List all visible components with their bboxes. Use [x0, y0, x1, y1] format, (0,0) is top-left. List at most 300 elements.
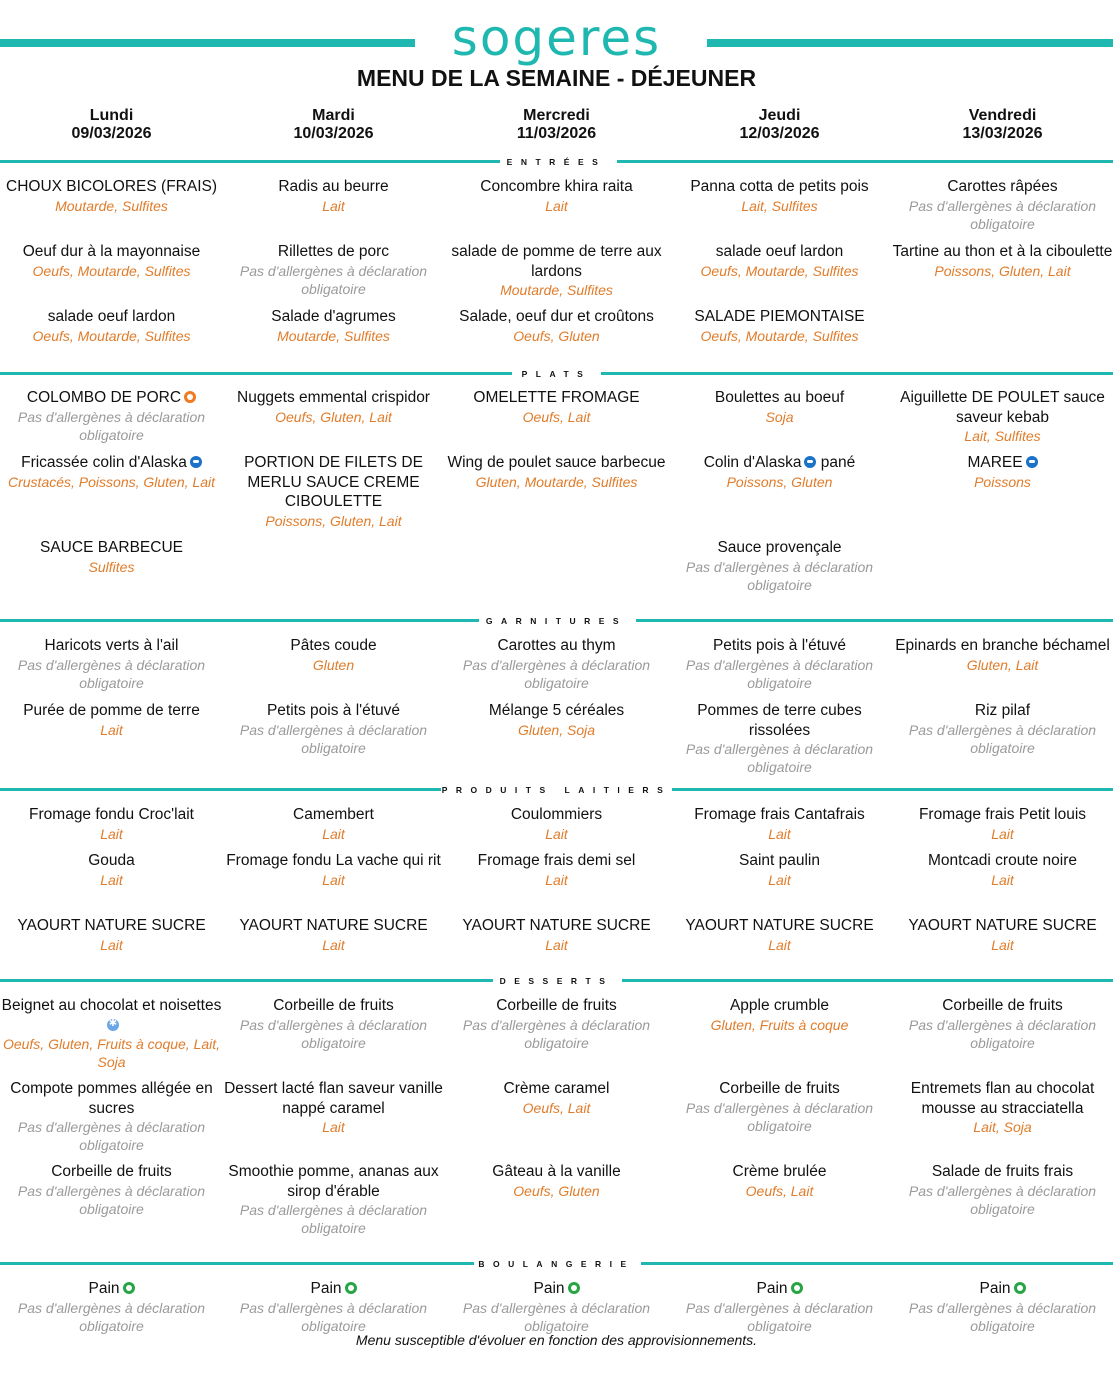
dish-name-text: Petits pois à l'étuvé: [712, 637, 847, 654]
menu-item: [0, 996, 223, 1071]
allergens: Lait, Soja: [973, 1119, 1032, 1135]
green-label-icon: [1014, 1282, 1026, 1294]
menu-item: [668, 1279, 891, 1335]
dish-name: [0, 242, 223, 262]
allergens: Lait: [100, 721, 123, 738]
dish-name-text: Radis au beurre: [278, 178, 389, 195]
dish-name: [668, 538, 891, 558]
dish-name: [668, 453, 891, 473]
dish-name: [445, 1279, 668, 1299]
dish-name-text: Pain: [310, 1280, 342, 1297]
dish-name-text: Pain: [756, 1280, 788, 1297]
dish-name-text: Pâtes coude: [290, 637, 377, 654]
dish-name: [445, 388, 668, 408]
dish-name-text: CHOUX BICOLORES (FRAIS): [6, 178, 217, 195]
dish-name: [0, 177, 223, 197]
menu-item: [0, 636, 223, 692]
dish-name: [891, 1079, 1113, 1118]
allergens: Poissons, Gluten, Lait: [265, 512, 402, 529]
allergens: Poissons, Gluten, Lait: [934, 262, 1071, 279]
day-header-jeudi: [668, 107, 891, 143]
dish-name-text: salade oeuf lardon: [47, 308, 176, 325]
dish-name-text: Pommes de terre cubes rissolées: [697, 702, 862, 739]
dish-name-text: Petits pois à l'étuvé: [266, 702, 401, 719]
section-label: ENTRÉES: [506, 157, 607, 167]
dish-name: [222, 701, 445, 721]
day-name: Jeudi: [758, 107, 801, 124]
dish-name: [222, 996, 445, 1016]
menu-item: [222, 851, 445, 889]
menu-item: [445, 307, 668, 345]
allergens: Oeufs, Gluten, Lait: [275, 408, 392, 425]
dish-name: [0, 916, 223, 936]
menu-item: [222, 242, 445, 298]
dish-name-text: Corbeille de fruits: [273, 997, 394, 1014]
allergens: Lait: [768, 936, 791, 953]
dish-name: [445, 453, 668, 473]
dish-name-text: Compote pommes allégée en sucres: [10, 1080, 213, 1117]
menu-item: [222, 701, 445, 757]
menu-item: [668, 388, 891, 426]
day-date: 12/03/2026: [739, 125, 820, 142]
day-date: 10/03/2026: [293, 125, 374, 142]
allergens: Lait: [100, 825, 123, 842]
dish-name-text: Crème brulée: [732, 1163, 827, 1180]
sogeres-logo: sogeres: [451, 9, 662, 67]
dish-name-text: Sauce provençale: [717, 539, 842, 556]
dish-name-text: Fromage fondu Croc'lait: [29, 806, 194, 823]
section-label: DESSERTS: [499, 976, 614, 986]
allergens: Lait: [545, 871, 568, 888]
allergens: Poissons: [974, 473, 1031, 490]
menu-item: [668, 538, 891, 594]
dish-name: [0, 1162, 223, 1182]
dish-name-text: Corbeille de fruits: [51, 1163, 172, 1180]
dish-name-text: Pain: [88, 1280, 120, 1297]
dish-name-text: Purée de pomme de terre: [23, 702, 200, 719]
menu-item: [0, 177, 223, 215]
green-label-icon: [123, 1282, 135, 1294]
allergens: Oeufs, Lait: [522, 408, 591, 425]
dish-name-text: Montcadi croute noire: [927, 852, 1078, 869]
dish-name-text: Salade de fruits frais: [931, 1163, 1074, 1180]
dish-name-text: Fromage frais Cantafrais: [694, 806, 865, 823]
menu-item: [0, 805, 223, 843]
blue-fish-icon: [1026, 456, 1038, 468]
dish-name: [668, 851, 891, 871]
dish-name-text: Corbeille de fruits: [719, 1080, 840, 1097]
dish-name-text: Riz pilaf: [974, 702, 1031, 719]
footer-note: Menu susceptible d'évoluer en fonction des approvisionnements.: [355, 1332, 758, 1348]
dish-name-text: OMELETTE FROMAGE: [473, 389, 640, 406]
dish-name: [668, 636, 891, 656]
section-header-entrees: [0, 155, 1113, 169]
allergens: Pas d'allergènes à déclaration obligatoire: [17, 656, 206, 691]
dish-name: [445, 177, 668, 197]
dish-name-text: YAOURT NATURE SUCRE: [17, 917, 206, 934]
dish-name: [445, 851, 668, 871]
allergens: Moutarde, Sulfites: [500, 282, 613, 298]
allergens: Lait, Sulfites: [741, 197, 818, 214]
menu-item: [891, 851, 1113, 889]
menu-item: [222, 388, 445, 426]
allergens: Lait: [545, 197, 568, 214]
menu-item: [891, 636, 1113, 674]
menu-item: [0, 1162, 223, 1218]
dish-name-text: Panna cotta de petits pois: [690, 178, 869, 195]
green-label-icon: [345, 1282, 357, 1294]
dish-name: [668, 1279, 891, 1299]
menu-item: [891, 453, 1113, 491]
section-header-desserts: [0, 974, 1113, 988]
dish-name-text: Beignet au chocolat et noisettes: [1, 997, 222, 1014]
dish-name-text: Tartine au thon et à la ciboulette: [892, 243, 1113, 260]
menu-item: [891, 916, 1113, 954]
dish-name: [891, 636, 1113, 656]
allergens: Lait: [768, 825, 791, 842]
allergens: Lait: [545, 825, 568, 842]
dish-name: [891, 1162, 1113, 1182]
allergens: Pas d'allergènes à déclaration obligatoire: [462, 656, 651, 691]
dish-name: [0, 453, 223, 473]
dish-name-text: Camembert: [293, 806, 374, 823]
dish-name-text: MAREE: [967, 454, 1023, 471]
dish-name: [0, 1279, 223, 1299]
section-label: PLATS: [521, 369, 592, 379]
menu-item: [891, 388, 1113, 445]
allergens: Oeufs, Moutarde, Sulfites: [32, 262, 191, 279]
dish-name: [222, 916, 445, 936]
dish-name-text: YAOURT NATURE SUCRE: [908, 917, 1097, 934]
dish-name: [445, 916, 668, 936]
allergens: Pas d'allergènes à déclaration obligatoire: [908, 1182, 1097, 1217]
menu-item: [668, 307, 891, 345]
dish-name: [0, 388, 223, 408]
dish-name: [445, 307, 668, 327]
allergens: Pas d'allergènes à déclaration obligatoire: [908, 1299, 1097, 1334]
menu-item: [668, 1079, 891, 1135]
dish-name-text: Rillettes de porc: [277, 243, 390, 260]
menu-item: [222, 636, 445, 674]
menu-item: [891, 805, 1113, 843]
day-name: Mardi: [312, 107, 355, 124]
dish-name-text: Dessert lacté flan saveur vanille nappé caramel: [224, 1080, 443, 1117]
day-date: 11/03/2026: [516, 125, 597, 142]
menu-item: [222, 453, 445, 530]
section-header-laitiers: [0, 783, 1113, 797]
dish-name-text: Concombre khira raita: [480, 178, 633, 195]
allergens: Gluten: [312, 656, 355, 673]
menu-item: [222, 996, 445, 1052]
menu-item: [445, 1079, 668, 1117]
allergens: Oeufs, Lait: [745, 1182, 814, 1199]
green-label-icon: [568, 1282, 580, 1294]
dish-name: [222, 453, 445, 512]
menu-item: [891, 996, 1113, 1052]
dish-name-text: Corbeille de fruits: [496, 997, 617, 1014]
dish-name: [891, 916, 1113, 936]
menu-item: [445, 916, 668, 954]
allergens: Pas d'allergènes à déclaration obligatoire: [239, 1202, 428, 1236]
menu-item: [445, 242, 668, 299]
menu-item: [668, 851, 891, 889]
allergens: Pas d'allergènes à déclaration obligatoire: [462, 1299, 651, 1334]
menu-item: [668, 701, 891, 776]
menu-item: [445, 805, 668, 843]
dish-name-text: Smoothie pomme, ananas aux sirop d'érable: [228, 1163, 439, 1200]
allergens: Pas d'allergènes à déclaration obligatoire: [685, 1299, 874, 1334]
dish-name-text: salade de pomme de terre aux lardons: [451, 243, 662, 280]
dish-name: [445, 805, 668, 825]
dish-name-text: Carottes au thym: [497, 637, 616, 654]
dish-name: [891, 453, 1113, 473]
allergens: Oeufs, Gluten: [513, 327, 600, 344]
dish-name: [891, 851, 1113, 871]
dish-name-text: Colin d'Alaska: [703, 454, 802, 471]
menu-item: [668, 996, 891, 1034]
dish-name: [445, 701, 668, 721]
menu-item: [445, 701, 668, 739]
dish-name: [891, 1279, 1113, 1299]
allergens: Pas d'allergènes à déclaration obligatoire: [17, 1119, 206, 1153]
menu-item: [222, 1279, 445, 1335]
dish-name-text: Salade, oeuf dur et croûtons: [459, 308, 654, 325]
dish-name-text: Apple crumble: [729, 997, 830, 1014]
allergens: Gluten, Moutarde, Sulfites: [475, 473, 638, 490]
dish-name: [0, 636, 223, 656]
menu-item: [668, 636, 891, 692]
dish-name: [222, 1162, 445, 1201]
allergens: Oeufs, Moutarde, Sulfites: [32, 327, 191, 344]
dish-name: [0, 851, 223, 871]
menu-item: [891, 701, 1113, 757]
menu-item: [445, 453, 668, 491]
allergens: Crustacés, Poissons, Gluten, Lait: [8, 473, 215, 490]
allergens: Pas d'allergènes à déclaration obligatoire: [239, 1299, 428, 1334]
dish-name-text: Corbeille de fruits: [942, 997, 1063, 1014]
dish-name: [222, 805, 445, 825]
menu-item: [668, 1162, 891, 1200]
menu-item: [222, 916, 445, 954]
allergens: Pas d'allergènes à déclaration obligatoire: [239, 262, 428, 297]
dish-name-text: SAUCE BARBECUE: [40, 539, 183, 556]
menu-item: [445, 996, 668, 1052]
dish-name: [668, 388, 891, 408]
dish-name: [445, 1162, 668, 1182]
allergens: Lait: [100, 936, 123, 953]
dish-name-text: Aiguillette DE POULET sauce saveur kebab: [900, 389, 1105, 426]
dish-name-text: Mélange 5 céréales: [488, 702, 625, 719]
allergens: Lait: [322, 197, 345, 214]
dish-name: [891, 177, 1113, 197]
dish-name: [222, 851, 445, 871]
dish-name: [891, 701, 1113, 721]
menu-item: [668, 805, 891, 843]
dish-name: [0, 538, 223, 558]
section-header-boulangerie: [0, 1257, 1113, 1271]
allergens: Pas d'allergènes à déclaration obligatoire: [685, 558, 874, 593]
dish-name-text: salade oeuf lardon: [715, 243, 844, 260]
dish-name: [445, 242, 668, 281]
dish-name: [0, 996, 223, 1035]
menu-item: [445, 388, 668, 426]
dish-name: [0, 701, 223, 721]
allergens: Gluten, Lait: [966, 656, 1039, 673]
dish-name-text: Boulettes au boeuf: [714, 389, 845, 406]
dish-name: [222, 177, 445, 197]
dish-name: [668, 307, 891, 327]
day-name: Vendredi: [968, 107, 1037, 124]
menu-item: [445, 1162, 668, 1200]
dish-name-text: Salade d'agrumes: [271, 308, 396, 325]
dish-name-text: Pain: [533, 1280, 565, 1297]
snowflake-icon: [107, 1019, 119, 1031]
menu-item: [891, 1079, 1113, 1136]
menu-item: [0, 701, 223, 739]
menu-item: [668, 453, 891, 491]
dish-name-text: YAOURT NATURE SUCRE: [239, 917, 428, 934]
allergens: Lait, Sulfites: [964, 428, 1041, 444]
allergens: Pas d'allergènes à déclaration obligatoire: [685, 1099, 874, 1134]
dish-name-text: Coulommiers: [510, 806, 603, 823]
allergens: Lait: [545, 936, 568, 953]
dish-name-text: Gâteau à la vanille: [492, 1163, 621, 1180]
dish-name: [668, 805, 891, 825]
dish-name-text: Entremets flan au chocolat mousse au stracciatella: [910, 1080, 1095, 1117]
allergens: Moutarde, Sulfites: [277, 327, 390, 344]
menu-item: [668, 242, 891, 280]
allergens: Lait: [100, 871, 123, 888]
section-header-plats: [0, 367, 1113, 381]
dish-name: [445, 636, 668, 656]
allergens: Sulfites: [88, 558, 135, 575]
allergens: Pas d'allergènes à déclaration obligatoire: [908, 721, 1097, 756]
menu-item: [891, 177, 1113, 233]
section-label: PRODUITS LAITIERS: [441, 785, 672, 795]
allergens: Moutarde, Sulfites: [55, 197, 168, 214]
blue-fish-icon: [190, 456, 202, 468]
dish-name-text: Fromage frais demi sel: [477, 852, 636, 869]
dish-name: [668, 996, 891, 1016]
dish-name: [222, 307, 445, 327]
allergens: Oeufs, Lait: [522, 1099, 591, 1116]
allergens: Oeufs, Moutarde, Sulfites: [700, 262, 859, 279]
blue-fish-icon: [804, 456, 816, 468]
section-header-garnitures: [0, 614, 1113, 628]
dish-name-text: Gouda: [88, 852, 135, 869]
menu-item: [0, 453, 223, 491]
allergens: Lait: [991, 825, 1014, 842]
dish-name-text: Wing de poulet sauce barbecue: [447, 454, 666, 471]
allergens: Pas d'allergènes à déclaration obligatoire: [17, 408, 206, 443]
dish-name: [668, 177, 891, 197]
dish-name: [0, 805, 223, 825]
allergens: Pas d'allergènes à déclaration obligatoire: [685, 741, 874, 775]
allergens: Lait: [322, 871, 345, 888]
dish-name: [668, 1079, 891, 1099]
menu-item: [0, 538, 223, 576]
menu-item: [222, 805, 445, 843]
dish-name: [222, 1079, 445, 1118]
menu-item: [0, 307, 223, 345]
allergens: Poissons, Gluten: [726, 473, 833, 490]
dish-name: [668, 701, 891, 740]
allergens: Oeufs, Gluten: [513, 1182, 600, 1199]
dish-name-text: Pain: [979, 1280, 1011, 1297]
dish-name: [445, 1079, 668, 1099]
dish-name: [891, 242, 1113, 262]
dish-name: [222, 388, 445, 408]
dish-name: [222, 1279, 445, 1299]
section-label: GARNITURES: [485, 616, 628, 626]
menu-item: [668, 916, 891, 954]
allergens: Lait: [322, 825, 345, 842]
day-header-mercredi: [445, 107, 668, 143]
allergens: Pas d'allergènes à déclaration obligatoire: [17, 1182, 206, 1217]
dish-name-text: Crème caramel: [503, 1080, 610, 1097]
dish-name: [668, 242, 891, 262]
dish-name-text: Nuggets emmental crispidor: [237, 389, 430, 406]
menu-item: [0, 242, 223, 280]
dish-name-text: Fromage fondu La vache qui rit: [226, 852, 441, 869]
allergens: Gluten, Soja: [517, 721, 596, 738]
menu-item: [891, 242, 1113, 280]
dish-name: [0, 1079, 223, 1118]
allergens: Gluten, Fruits à coque: [710, 1016, 849, 1033]
menu-item: [445, 851, 668, 889]
dish-name-text: Fricassée colin d'Alaska: [21, 454, 187, 471]
dish-name-text: Oeuf dur à la mayonnaise: [22, 243, 201, 260]
dish-name: [222, 636, 445, 656]
allergens: Lait: [322, 936, 345, 953]
allergens: Pas d'allergènes à déclaration obligatoire: [908, 1016, 1097, 1051]
menu-item: [445, 1279, 668, 1335]
allergens: Pas d'allergènes à déclaration obligatoire: [239, 1016, 428, 1051]
dish-name: [891, 805, 1113, 825]
page-title: MENU DE LA SEMAINE - DÉJEUNER: [356, 65, 757, 91]
allergens: Oeufs, Moutarde, Sulfites: [700, 327, 859, 344]
allergens: Oeufs, Gluten, Fruits à coque, Lait, Soja: [2, 1036, 221, 1070]
day-header-vendredi: [891, 107, 1113, 143]
allergens: Pas d'allergènes à déclaration obligatoire: [685, 656, 874, 691]
dish-name-text: Fromage frais Petit louis: [918, 806, 1087, 823]
dish-name-text: Epinards en branche béchamel: [895, 637, 1110, 654]
dish-name: [891, 996, 1113, 1016]
day-header-lundi: [0, 107, 223, 143]
menu-item: [0, 916, 223, 954]
dish-name: [0, 307, 223, 327]
dish-name-text: YAOURT NATURE SUCRE: [685, 917, 874, 934]
menu-item: [222, 177, 445, 215]
dish-name-text: COLOMBO DE PORC: [26, 389, 182, 406]
green-label-icon: [791, 1282, 803, 1294]
allergens: Lait: [768, 871, 791, 888]
allergens: Lait: [322, 1119, 345, 1135]
dish-name-text: PORTION DE FILETS DE MERLU SAUCE CREME CIBOULETTE: [244, 454, 423, 510]
menu-item: [222, 307, 445, 345]
dish-name: [668, 916, 891, 936]
menu-item: [445, 177, 668, 215]
menu-item: [891, 1279, 1113, 1335]
day-name: Mercredi: [523, 107, 590, 124]
dish-name-suffix: pané: [816, 454, 856, 471]
menu-item: [222, 1079, 445, 1136]
allergens: Soja: [765, 408, 794, 425]
section-label: BOULANGERIE: [478, 1259, 635, 1269]
menu-item: [0, 851, 223, 889]
day-header-mardi: [222, 107, 445, 143]
allergens: Pas d'allergènes à déclaration obligatoire: [17, 1299, 206, 1334]
